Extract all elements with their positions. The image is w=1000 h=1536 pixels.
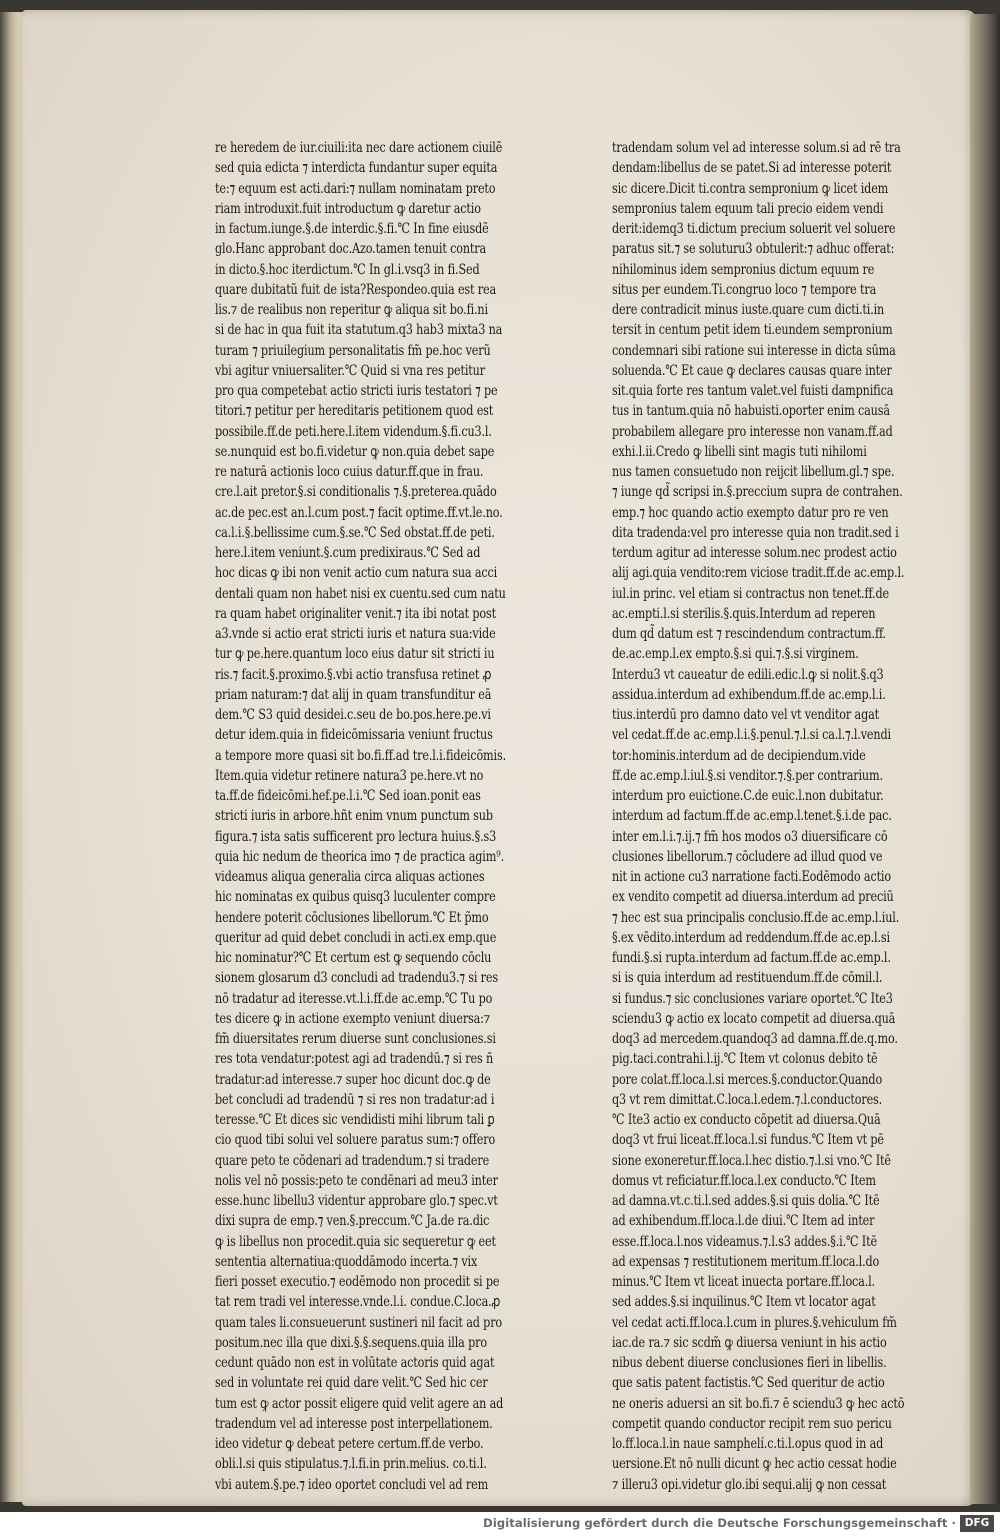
text-line: esse.ff.loca.l.nos videamus.⁊.l.s3 addes.§.i.℃ Itē [612,1233,877,1250]
text-line: lis.⁊ de realibus non reperitur ꝙ aliqua sit bo.fi.ni [215,302,488,318]
text-line: probabilem allegare pro interesse non vanam.ff.ad [612,423,893,440]
text-line: nit in actione cu3 narratione facti.Eodēmodo actio [612,869,891,885]
text-line: si de hac in qua fuit ita statutum.q3 hab3 mixta3 na [215,322,503,339]
text-line: doq3 vt frui liceat.ff.loca.l.si fundus.℃ Item vt pē [612,1132,884,1149]
text-line: ideo videtur ꝙ debeat petere certum.ff.de verbo. [215,1436,484,1452]
text-line: ℃ Ite3 actio ex conducto cōpetit ad diuersa.Quā [612,1112,881,1128]
text-line: si fundus.⁊ sic conclusiones variare oportet.℃ Ite3 [612,990,893,1007]
text-line: interdum ad factum.ff.de ac.emp.l.tenet.§.i.de pac. [612,808,892,825]
text-line: ra quam habet originaliter venit.⁊ ita ibi notat post [215,605,496,622]
text-line: pig.taci.contrahi.l.ij.℃ Item vt colonus debito tē [612,1051,878,1068]
text-line: q3 vt rem dimittat.C.loca.l.edem.⁊.l.conductores. [612,1091,883,1108]
text-line: se.nunquid est bo.fi.videtur ꝙ non.quia debet sape [215,443,495,460]
text-line: paratus sit.⁊ se soluturu3 obtulerit:⁊ adhuc offerat: [612,241,895,258]
text-line: titori.⁊ petitur per hereditaris petitionem quod est [215,403,494,420]
text-line: dixi supra de emp.⁊ ven.§.preccum.℃ Ja.de ra.dic [215,1213,490,1230]
text-line: minus.℃ Item vt liceat inuecta portare.ff.loca.l. [612,1274,875,1290]
text-line: ⁊ hec est sua principalis conclusio.ff.de ac.emp.l.iul. [612,909,900,926]
text-line: dita tradenda:vel pro interesse quia non tradit.sed i [612,524,899,541]
text-line: cedunt quādo non est in volūtate actoris quid agat [215,1355,495,1371]
text-line: ⁊ iunge qd̃ scripsi in.§.preccium supra de contrahen. [612,484,903,501]
text-line: figura.⁊ ista satis sufficerent pro lectura huius.§.s3 [215,828,497,845]
text-line: dere contradicit minus iuste.quare cum dicti.ti.in [612,302,885,318]
text-line: sit.quia forte res tantum valet.vel fuisti dampnifica [612,383,894,399]
text-line: teresse.℃ Et dices sic vendidisti mihi librum tali ꝑ [215,1112,495,1128]
text-line: ⁊ illeru3 opi.videtur glo.ibi sequi.alij ꝙ non cessat [612,1476,887,1493]
text-line: vbi autem.§.pe.⁊ ideo oportet concludi vel ad rem [215,1476,489,1493]
text-line: quia hic nedum de theorica imo ⁊ de practica agim⁹. [215,848,504,865]
text-line: hic nominatas ex quibus quisq3 luculenter compre [215,889,496,906]
text-line: positum.nec illa que dixi.§.§.sequens.quia illa pro [215,1334,487,1351]
text-line: ne oneris aduersi an sit bo.fi.⁊ ē sciendu3 ꝙ hec actō [612,1395,905,1412]
text-line: ff.de ac.emp.l.iul.§.si venditor.⁊.§.per contrarium. [612,767,883,784]
text-line: lo.ff.loca.l.in naue samphelí.c.ti.l.opus quod in ad [612,1436,884,1452]
text-line: tradendum vel ad interesse post interpellationem. [215,1415,493,1432]
right-page-edge [970,14,1000,1504]
text-line: si is quia interdum ad restituendum.ff.de cōmil.l. [612,970,883,987]
text-line: dum qd̃ datum est ⁊ rescindendum contractum.ff. [612,626,886,642]
text-line: fm̃ diuersitates rerum diuerse sunt conclusiones.si [215,1031,496,1047]
text-line: tradatur:ad interesse.⁊ super hoc dicunt doc.ꝙ de [215,1071,491,1088]
text-line: de.ac.emp.l.ex empto.§.si qui.⁊.§.si virginem. [612,646,859,663]
text-line: iac.de ra.⁊ sic scdm̃ ꝙ diuersa veniunt in his actio [612,1334,887,1351]
text-line: emp.⁊ hoc quando actio exempto datur pro re ven [612,504,889,521]
text-line: possibile.ff.de peti.here.l.item videndum.§.fi.cu3.l. [215,423,492,440]
text-line: Item.quia videtur retinere natura3 pe.here.vt no [215,767,484,784]
text-line: sciendu3 ꝙ actio ex locato competit ad diuersa.quā [612,1010,896,1027]
text-line: hic nominatur?℃ Et certum est ꝙ sequendo cōclu [215,950,492,966]
text-line: hendere poterit cōclusiones libellorum.℃ Et p̃mo [215,909,489,926]
text-line: tus in tantum.quia nō habuisti.oporter enim causā [612,403,890,420]
dfg-logo: DFG [960,1515,994,1532]
text-line: ac.empti.l.si sterilis.§.quis.Interdum ad reperen [612,605,876,622]
text-line: fundi.§.si rupta.interdum ad factum.ff.de ac.emp.l. [612,950,891,966]
text-line: vbi agitur vniuersaliter.℃ Quid si vna res petitur [215,362,485,379]
text-line: tat rem tradi vel interesse.vnde.l.i. condue.C.loca.ꝓ [215,1294,501,1311]
text-line: pore colat.ff.loca.l.si merces.§.conductor.Quando [612,1071,883,1088]
text-line: sione exoneretur.ff.loca.l.hec distio.⁊.l.si vno.℃ Itē [612,1152,891,1169]
text-line: videamus aliqua generalia circa aliquas actiones [215,869,485,885]
text-line: §.ex vēdito.interdum ad reddendum.ff.de ac.ep.l.si [612,929,890,946]
text-line: ex vendito competit ad diuersa.interdum ad preciū [612,889,894,906]
text-line: condemnari sibi ratione sui interesse in dicta sūma [612,342,896,359]
text-line: bet concludi ad tradendū ⁊ si res non tradatur:ad i [215,1091,495,1108]
text-line: ad exhibendum.ff.loca.l.de diui.℃ Item ad inter [612,1213,875,1230]
text-line: dem.℃ S3 quid desidei.c.seu de bo.pos.here.pe.vi [215,707,491,723]
text-line: ca.l.i.§.bellissime cum.§.se.℃ Sed obstat.ff.de peti. [215,524,495,541]
text-line: soluenda.℃ Et caue ꝙ declares causas quare inter [612,362,892,379]
text-line: nolis vel nō possis:peto te condēnari ad meu3 inter [215,1172,498,1189]
text-line: in factum.iunge.§.de interdic.§.fi.℃ In fine eiusdẽ [215,221,489,237]
text-line: sed addes.§.si inquilinus.℃ Item vt locator agat [612,1294,876,1311]
text-line: tum est ꝙ actor possit eligere quid velit agere an ad [215,1395,504,1412]
text-line: fieri posset executio.⁊ eodēmodo non procedit si pe [215,1274,500,1290]
text-line: iul.in princ. vel etiam si contractus non tenet.ff.de [612,585,889,602]
text-line: vel cedat.ff.de ac.emp.l.i.§.penul.⁊.l.si ca.l.⁊.l.vendi [612,727,891,744]
text-line: dentali quam non habet nisi ex cuentu.sed cum natu [215,585,506,602]
text-line: turam ⁊ priuilegium personalitatis fm̃ pe.hoc verũ [215,342,491,359]
text-line: sempronius talem equum tali precio eidem vendi [612,200,884,217]
text-line: stricti iuris in arbore.hñt enim vnum punctum sub [215,808,493,825]
text-line: ris.⁊ facit.§.proximo.§.vbi actio transfusa retinet ꝓ [215,666,492,683]
text-line: detur idem.quia in fideicōmissaria veniunt fructus [215,727,493,744]
right-text-column [612,138,904,1495]
text-line: nō tradatur ad iteresse.vt.l.i.ff.de ac.emp.℃ Tu po [215,990,493,1007]
text-line: tor:hominis.interdum ad de decipiendum.vide [612,747,866,764]
text-line: quare dubitatũ fuit de ista?Respondeo.quia est rea [215,281,497,298]
text-line: domus vt reficiatur.ff.loca.l.ex conducto.℃ Item [612,1172,876,1189]
text-line: que satis patent factistis.℃ Sed queritur de actio [612,1375,885,1392]
text-line: obli.l.si quis stipulatus.⁊.l.fi.in prin.melius. co.ti.l. [215,1456,487,1473]
text-line: doq3 ad mercedem.quandoq3 ad damna.ff.de.q.mo. [612,1031,898,1047]
text-line: ad damna.vt.c.ti.l.sed addes.§.si quis dolia.℃ Itē [612,1193,880,1209]
text-line: dendam:libellus de se patet.Si ad interesse poterit [612,160,892,177]
text-line: terdum agitur ad interesse solum.nec prodest actio [612,545,897,561]
text-line: te:⁊ equum est acti.dari:⁊ nullam nominatam preto [215,180,496,197]
text-line: nihilominus idem sempronius dictum equum re [612,261,875,278]
text-line: competit quando conductor recipit rem suo pericu [612,1415,892,1432]
text-line: inter em.l.i.⁊.ij.⁊ fm̃ hos modos o3 diuersificare cō [612,828,888,845]
text-line: sed in voluntate rei quid dare velit.℃ Sed hic cer [215,1375,488,1392]
text-line: tradendam solum vel ad interesse solum.si ad rē tra [612,140,901,156]
text-line: derit:idemq3 ti.dictum precium soluerit vel soluere [612,221,896,237]
text-line: esse.hunc libellu3 videntur approbare glo.⁊ spec.vt [215,1193,498,1209]
text-line: tur ꝙ pe.here.quantum loco eius datur sit stricti iu [215,646,495,663]
text-line: Interdu3 vt caueatur de edili.edic.l.ꝙ si nolit.§.q3 [612,666,884,683]
text-line: a tempore more quasi sit bo.fi.ff.ad tre.l.i.fideicōmis. [215,747,507,764]
text-line: sic dicere.Dicit ti.contra sempronium ꝙ licet idem [612,180,889,197]
text-line: in dicto.§.hoc iterdictum.℃ In gl.i.vsq3 in fi.Sed [215,261,480,278]
text-line: glo.Hanc approbant doc.Azo.tamen tenuit contra [215,241,487,258]
text-line: cio quod tibi solui vel soluere paratus sum:⁊ offero [215,1132,496,1149]
text-line: nibus debent diuerse conclusiones fieri in libellis. [612,1355,887,1371]
text-line: priam naturam:⁊ dat alij in quam transfunditur eā [215,686,492,703]
text-line: assidua.interdum ad exhibendum.ff.de ac.emp.l.i. [612,686,886,703]
text-line: ac.de pec.est an.l.cum post.⁊ facit optime.ff.vt.le.no. [215,504,503,521]
text-line: exhi.l.ii.Credo ꝙ libelli sint magis tuti nihilomi [612,443,867,460]
text-line: tes dicere ꝙ in actione exempto veniunt diuersa:⁊ [215,1010,491,1027]
text-line: uersione.Et nō nulli dicunt ꝙ hec actio cessat hodie [612,1456,897,1473]
text-line: re heredem de iur.ciuili:ita nec dare actionem ciuilẽ [215,140,503,156]
text-line: a3.vnde si actio erat stricti iuris et natura sua:vide [215,626,496,642]
text-line: ta.ff.de fideicōmi.hef.pe.l.i.℃ Sed ioan.ponit eas [215,788,481,804]
text-line: vel cedat acti.ff.loca.l.cum in plures.§.vehiculum fm̃ [612,1314,897,1331]
text-line: ad expensas ⁊ restitutionem meritum.ff.loca.l.do [612,1253,880,1270]
funding-credit: Digitalisierung gefördert durch die Deutsche Forschungsgemeinschaft · [483,1516,956,1530]
text-line: here.l.item veniunt.§.cum predixiraus.℃ Sed ad [215,545,481,561]
text-line: ꝙ is libellus non procedit.quia sic sequeretur ꝙ eet [215,1233,496,1250]
text-line: quam tales li.consueuerunt sustineri nil facit ad pro [215,1314,503,1331]
digitization-footer [0,1512,1000,1536]
text-line: re naturā actionis loco cuius datur.ff.que in frau. [215,464,484,480]
text-line: sententia alternatiua:quoddāmodo incerta.⁊ vix [215,1253,478,1270]
text-line: pro qua competebat actio stricti iuris testatori ⁊ pe [215,383,498,399]
text-line: queritur ad quid debet concludi in acti.ex emp.que [215,929,497,946]
text-line: situs per eundem.Ti.congruo loco ⁊ tempore tra [612,281,877,298]
left-text-column [215,138,506,1495]
text-line: tersit in centum petit idem ti.eundem sempronium [612,322,893,339]
text-line: riam introduxit.fuit introductum ꝙ daretur actio [215,200,481,217]
text-line: res tota vendatur:potest agi ad tradendū.⁊ si res ñ [215,1051,494,1068]
text-line: sionem glosarum d3 concludi ad tradendu3.⁊ si res [215,970,498,987]
text-line: quare peto te cōdenari ad tradendum.⁊ si tradere [215,1152,490,1169]
text-line: alij agi.quia vendito:rem viciose tradit.ff.de ac.emp.l. [612,565,905,582]
text-line: interdum pro euictione.C.de euic.l.non dubitatur. [612,788,884,804]
text-line: hoc dicas ꝙ ibi non venit actio cum natura sua acci [215,565,498,582]
text-line: nus tamen consuetudo non reijcit libellum.gl.⁊ spe. [612,464,895,480]
text-line: tius.interdū pro damno dato vel vt venditor agat [612,707,879,723]
text-line: cre.l.ait pretor.§.si conditionalis ⁊.§.preterea.quādo [215,484,497,501]
text-line: clusiones libellorum.⁊ cōcludere ad illud quod ve [612,848,883,865]
text-line: sed quia edicta ⁊ interdicta fundantur super equita [215,160,498,177]
